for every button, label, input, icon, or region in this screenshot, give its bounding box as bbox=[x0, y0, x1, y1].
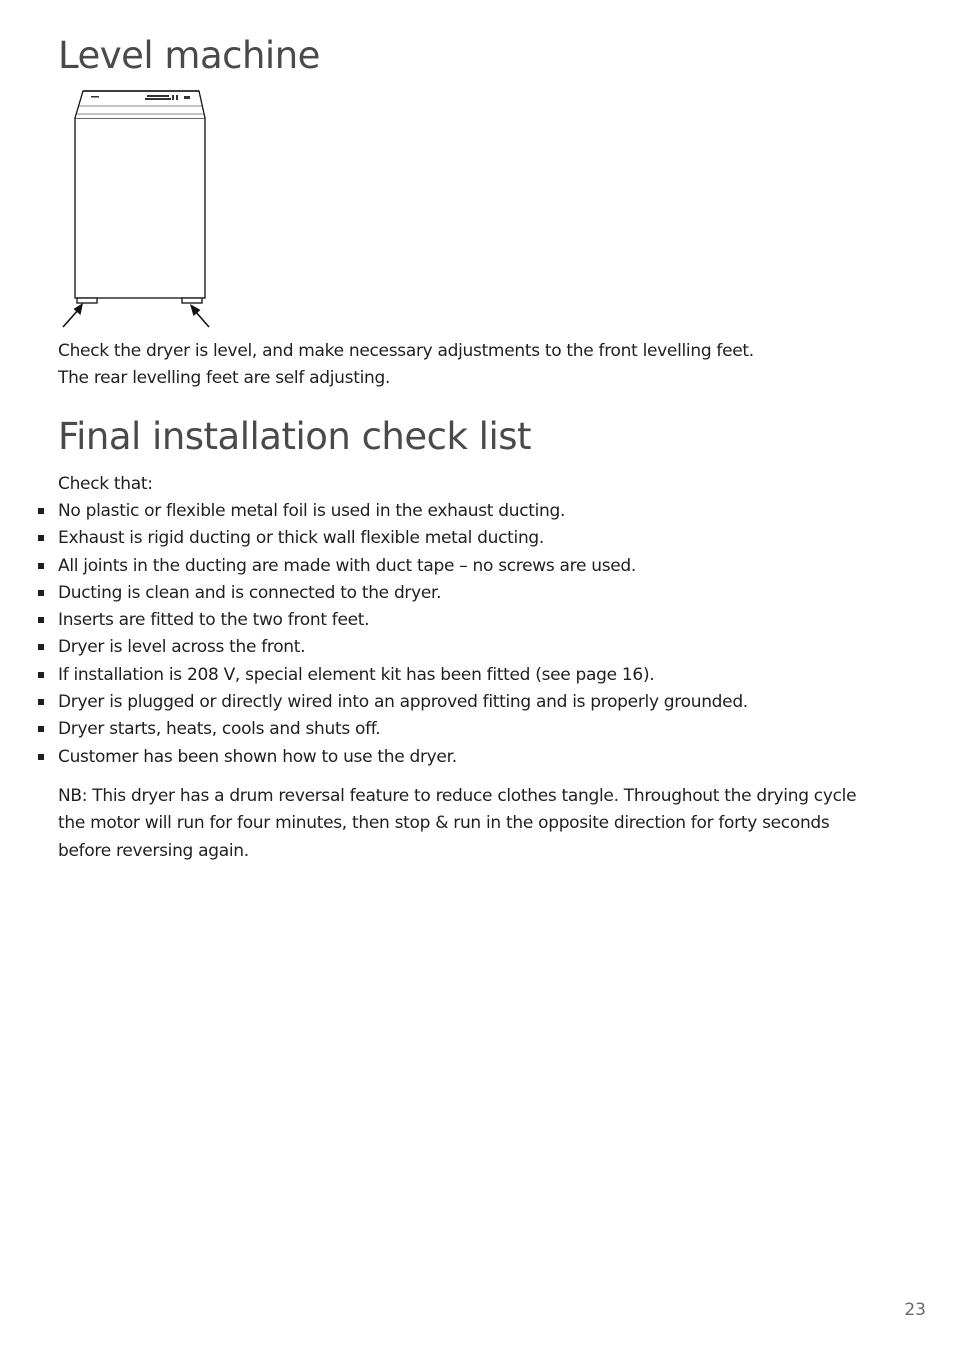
checklist-item: Dryer is level across the front. bbox=[0, 634, 748, 661]
nb-note bbox=[58, 783, 856, 865]
bullet-icon bbox=[38, 699, 44, 705]
dryer-illustration bbox=[55, 86, 215, 332]
level-instruction-line: The rear levelling feet are self adjusting. bbox=[58, 368, 391, 389]
page-number: 23 bbox=[904, 1300, 926, 1320]
bullet-icon bbox=[38, 590, 44, 596]
checklist-item: Ducting is clean and is connected to the dryer. bbox=[0, 580, 748, 607]
bullet-icon bbox=[38, 672, 44, 678]
checklist bbox=[0, 498, 748, 771]
bullet-icon bbox=[38, 754, 44, 760]
checklist-intro: Check that: bbox=[58, 474, 153, 494]
bullet-icon bbox=[38, 617, 44, 623]
bullet-icon bbox=[38, 644, 44, 650]
level-instructions bbox=[58, 338, 754, 393]
arrow-right-foot-icon bbox=[190, 304, 209, 327]
checklist-item: Exhaust is rigid ducting or thick wall flexible metal ducting. bbox=[0, 525, 748, 552]
nb-note-line: NB: This dryer has a drum reversal feature to reduce clothes tangle. Throughout the drying cycle bbox=[58, 786, 857, 806]
checklist-item: Dryer is plugged or directly wired into an approved fitting and is properly grounded. bbox=[0, 689, 748, 716]
final-checklist-heading: Final installation check list bbox=[58, 415, 532, 458]
bullet-icon bbox=[38, 563, 44, 569]
bullet-icon bbox=[38, 726, 44, 732]
bullet-icon bbox=[38, 535, 44, 541]
level-machine-heading: Level machine bbox=[58, 34, 320, 77]
checklist-item: All joints in the ducting are made with duct tape – no screws are used. bbox=[0, 553, 748, 580]
checklist-item: Inserts are fitted to the two front feet. bbox=[0, 607, 748, 634]
checklist-item: No plastic or flexible metal foil is used in the exhaust ducting. bbox=[0, 498, 748, 525]
bullet-icon bbox=[38, 508, 44, 514]
level-instruction-line: Check the dryer is level, and make necessary adjustments to the front levelling feet. bbox=[58, 341, 754, 361]
nb-note-line: before reversing again. bbox=[58, 840, 249, 861]
checklist-item: Dryer starts, heats, cools and shuts off. bbox=[0, 716, 748, 743]
nb-note-line: the motor will run for four minutes, then stop & run in the opposite direction for forty seconds bbox=[58, 813, 830, 834]
arrow-left-foot-icon bbox=[63, 303, 83, 327]
checklist-item: If installation is 208 V, special element kit has been fitted (see page 16). bbox=[0, 662, 748, 689]
checklist-item: Customer has been shown how to use the dryer. bbox=[0, 744, 748, 771]
